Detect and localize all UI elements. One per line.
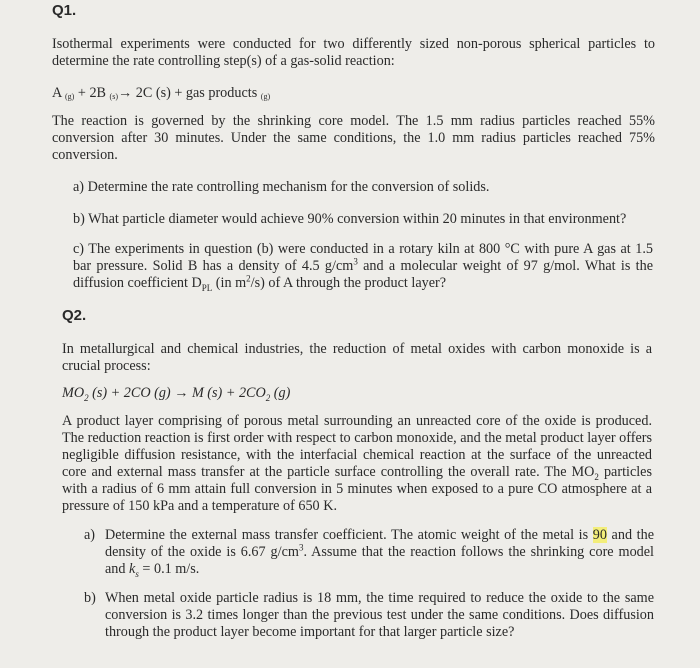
q1-reaction-g1: (g): [65, 92, 75, 101]
q2-qa-text: [105, 527, 654, 578]
q1-reaction-s1: (s): [109, 92, 118, 101]
q1-reaction-a: A: [52, 85, 62, 101]
q1-reaction-b: + 2B: [74, 85, 110, 101]
q2-para-part2: particles with a radius of 6 mm attain full conversion in 5 minutes when exposed to a pure CO atmosphere at a pressure of 150 kPa and a temperature of 650 K.: [62, 464, 653, 514]
q1-question-b: b) What particle diameter would achieve 90% conversion within 20 minutes in that environment?: [73, 211, 627, 227]
q2-paragraph: [62, 413, 652, 515]
q2-reaction: [62, 385, 462, 402]
q2-qa-label: a): [84, 527, 96, 543]
q2-qa-ksub: s: [135, 568, 139, 579]
q1-qc-sub1: PL: [201, 282, 213, 293]
q1-reaction-c: 2C (s) + gas products: [132, 85, 261, 101]
q2-reaction-sub2: 2: [265, 392, 271, 403]
q1-reaction-arrow: →: [118, 85, 133, 101]
q1-question-a: a) Determine the rate controlling mechanism for the conversion of solids.: [73, 179, 490, 195]
q2-para-sub: 2: [594, 471, 599, 482]
q2-reaction-part3: (g): [270, 385, 291, 401]
q2-reaction-part1: (s) + 2CO (g): [88, 385, 175, 401]
q1-reaction-g2: (g): [260, 92, 271, 101]
q1-qc-sup1: 3: [353, 256, 358, 267]
q2-reaction-part2: M (s) + 2CO: [188, 385, 266, 401]
q1-qc-sup2: 2: [246, 273, 251, 284]
q2-qa-highlight: 90: [592, 527, 607, 543]
q2-qa-part4: = 0.1 m/s.: [138, 561, 200, 577]
q2-qb-text: When metal oxide particle radius is 18 mm, the time required to reduce the oxide to the same conversion is 3.2 times longer than the previous test under the same conditions. Does diffusion through the product layer become important for that larger particle size?: [105, 590, 654, 640]
q1-qc-part4: /s) of A through the product layer?: [250, 275, 447, 291]
q2-intro: In metallurgical and chemical industries, the reduction of metal oxides with carbon monoxide is a crucial process:: [62, 341, 652, 374]
q2-qa-part2: and the density of the oxide is 6.67 g/cm: [105, 527, 654, 560]
q1-qc-part2: and a molecular weight of 97 g/mol. What is the diffusion coefficient D: [73, 258, 653, 291]
q2-qa-part3: . Assume that the reaction follows the shrinking core model and: [105, 544, 654, 577]
q1-qc-part3: (in m: [212, 275, 247, 291]
q2-para-part1: A product layer comprising of porous metal surrounding an unreacted core of the oxide is produced. The reduction reaction is first order with respect to carbon monoxide, and the metal product layer offers negligible diffusion resistance, with the interfacial chemical reaction at the surface of the unreacted core and external mass transfer at the particle surface controlling the overall rate. The MO: [62, 413, 652, 480]
q1-question-c: [73, 241, 653, 292]
q2-qa-sup: 3: [298, 542, 304, 553]
q2-reaction-sub1: 2: [84, 392, 89, 403]
q1-reaction: [52, 85, 452, 105]
q2-reaction-mo: MO: [62, 385, 85, 401]
q1-paragraph: The reaction is governed by the shrinking core model. The 1.5 mm radius particles reached 55% conversion after 30 minutes. Under the same conditions, the 1.0 mm radius particles reached 75% conversion.: [52, 113, 655, 163]
q2-heading: Q2.: [62, 307, 87, 324]
q2-qa-k: k: [129, 561, 136, 577]
q2-reaction-arrow: →: [174, 385, 189, 401]
q2-question-b: [84, 590, 654, 642]
q2-question-a: [84, 527, 654, 579]
q1-qc-part1: c) The experiments in question (b) were conducted in a rotary kiln at 800 °C with pure A gas at 1.5 bar pressure. Solid B has a density of 4.5 g/cm: [73, 241, 653, 274]
q1-intro: Isothermal experiments were conducted for two differently sized non-porous spherical particles to determine the rate controlling step(s) of a gas-solid reaction:: [52, 36, 655, 69]
q2-qb-label: b): [84, 590, 96, 606]
q1-heading: Q1.: [52, 2, 77, 19]
q2-qa-part1: Determine the external mass transfer coefficient. The atomic weight of the metal is: [105, 527, 593, 543]
